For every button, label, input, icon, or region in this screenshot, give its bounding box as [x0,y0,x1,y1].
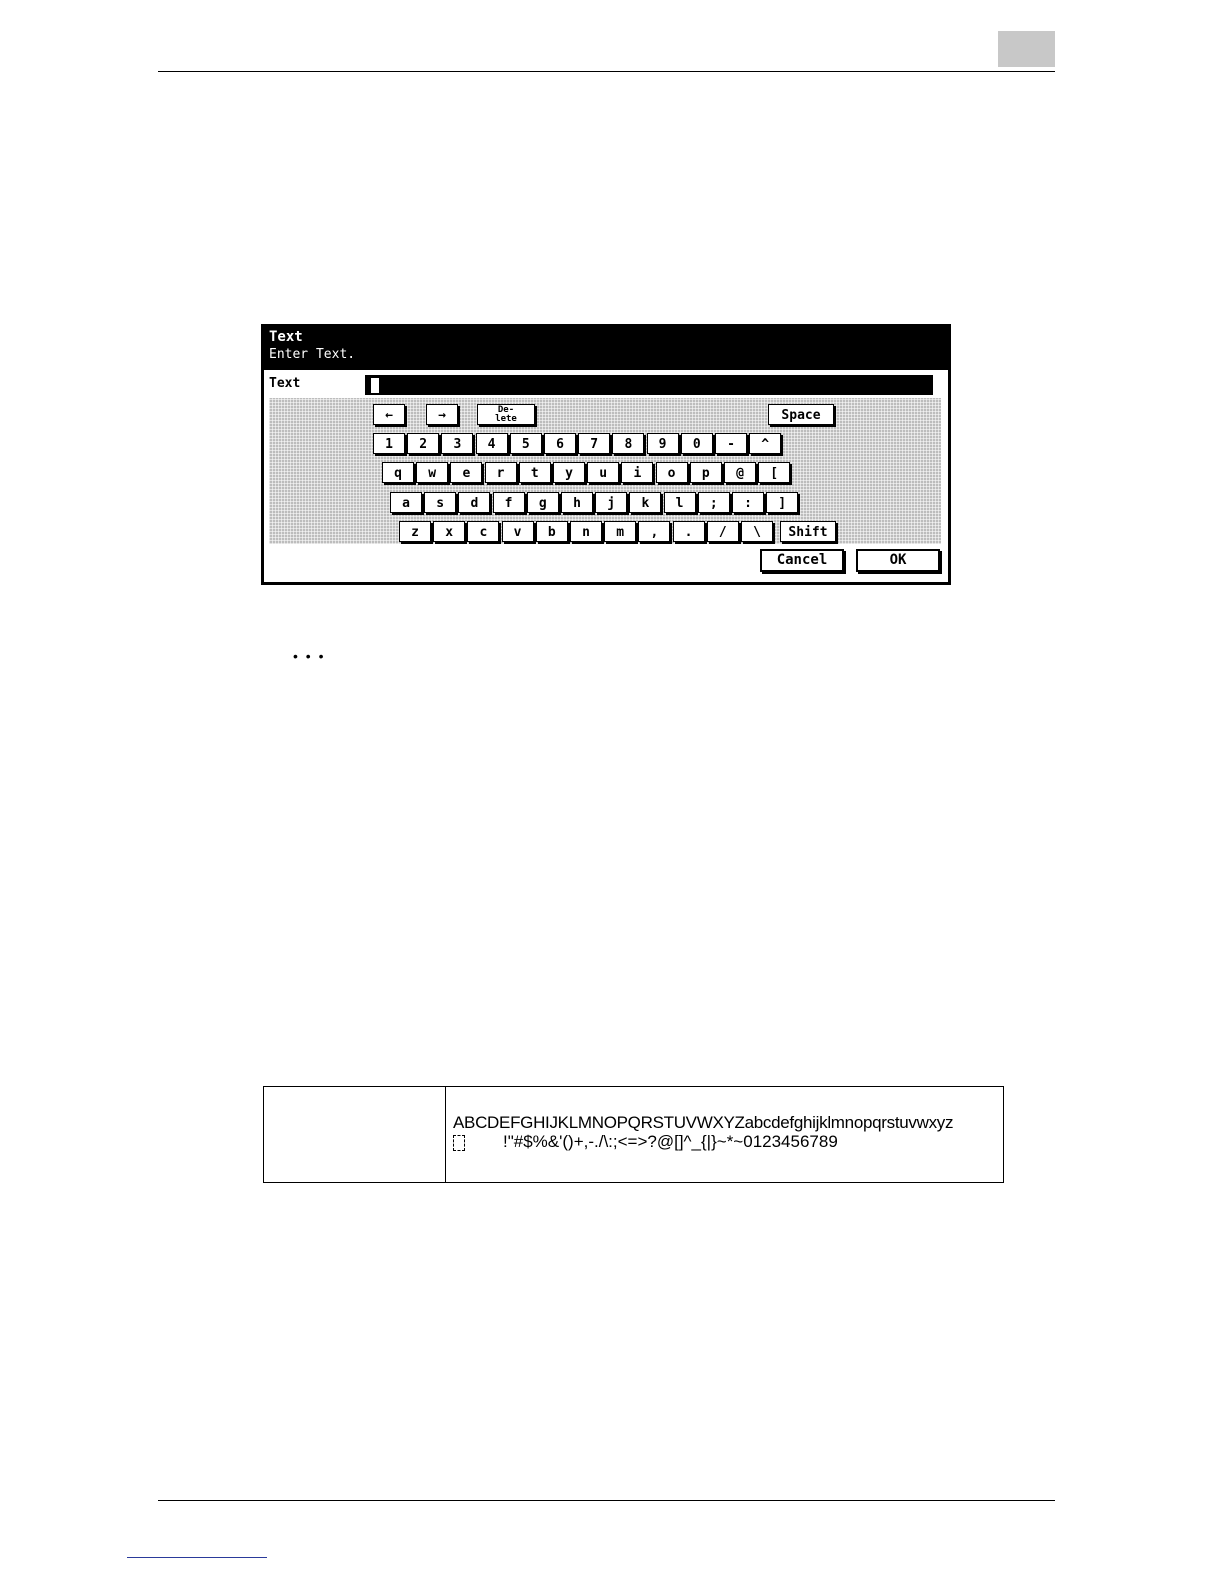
key-a-0[interactable]: a [390,492,422,513]
text-entry-screen [261,324,951,585]
key-q-5[interactable]: y [553,462,585,483]
cancel-button[interactable]: Cancel [760,549,844,572]
key-a-5[interactable]: h [561,492,593,513]
key-numbers-6[interactable]: 7 [578,433,610,454]
key-q-9[interactable]: p [690,462,722,483]
chapter-tab [998,31,1055,67]
key-numbers-11[interactable]: ^ [749,433,781,454]
key-numbers-9[interactable]: 0 [681,433,713,454]
key-a-7[interactable]: k [629,492,661,513]
shift-key[interactable]: Shift [780,521,836,542]
table-divider [445,1087,446,1182]
key-numbers-7[interactable]: 8 [612,433,644,454]
key-q-7[interactable]: i [621,462,653,483]
key-q-8[interactable]: o [656,462,688,483]
key-numbers-8[interactable]: 9 [647,433,679,454]
key-a-9[interactable]: ; [698,492,730,513]
key-q-2[interactable]: e [450,462,482,483]
space-character-box [453,1135,465,1151]
key-numbers-5[interactable]: 6 [544,433,576,454]
key-z-8[interactable]: . [673,521,705,542]
delete-key-line1: De- [497,405,515,415]
key-q-10[interactable]: @ [724,462,756,483]
key-a-3[interactable]: f [493,492,525,513]
key-numbers-4[interactable]: 5 [510,433,542,454]
symbols-text: !"#$%&'()+,-./\:;<=>?@[]^_{|}~*~0123456789 [503,1132,838,1151]
on-screen-keyboard [269,398,941,544]
key-q-4[interactable]: t [519,462,551,483]
key-q-6[interactable]: u [587,462,619,483]
key-z-2[interactable]: c [467,521,499,542]
letters-line: ABCDEFGHIJKLMNOPQRSTUVWXYZabcdefghijklmnopqrstuvwxyz [453,1113,954,1132]
key-z-4[interactable]: b [536,521,568,542]
text-cursor [371,378,379,393]
footer-link-underline [127,1557,267,1558]
key-z-0[interactable]: z [399,521,431,542]
footer-rule [158,1500,1055,1501]
left-arrow-key[interactable]: ← [373,404,405,425]
key-a-11[interactable]: ] [766,492,798,513]
key-z-7[interactable]: , [638,521,670,542]
key-q-1[interactable]: w [416,462,448,483]
key-z-9[interactable]: / [707,521,739,542]
key-numbers-1[interactable]: 2 [407,433,439,454]
symbols-line [453,1132,838,1152]
delete-key-line2: lete [495,414,517,424]
key-numbers-0[interactable]: 1 [373,433,405,454]
key-z-1[interactable]: x [433,521,465,542]
usable-characters-table [263,1086,1004,1183]
header-rule [158,71,1055,72]
key-z-6[interactable]: m [604,521,636,542]
screen-instruction: Enter Text. [269,347,356,362]
text-input[interactable] [365,375,933,395]
continuation-dots: • • • [293,648,326,664]
key-numbers-3[interactable]: 4 [476,433,508,454]
key-a-6[interactable]: j [595,492,627,513]
key-q-3[interactable]: r [485,462,517,483]
ok-button[interactable]: OK [856,549,940,572]
key-z-10[interactable]: \ [741,521,773,542]
delete-key[interactable] [477,404,535,425]
key-numbers-2[interactable]: 3 [441,433,473,454]
key-numbers-10[interactable]: - [715,433,747,454]
key-a-4[interactable]: g [527,492,559,513]
key-z-3[interactable]: v [502,521,534,542]
text-field-label: Text [269,376,301,391]
key-q-0[interactable]: q [382,462,414,483]
screen-title: Text [269,329,303,345]
key-a-10[interactable]: : [732,492,764,513]
key-q-11[interactable]: [ [758,462,790,483]
screen-body [264,370,948,582]
key-a-2[interactable]: d [458,492,490,513]
right-arrow-key[interactable]: → [426,404,458,425]
key-a-1[interactable]: s [424,492,456,513]
space-key[interactable]: Space [768,404,834,425]
key-a-8[interactable]: l [664,492,696,513]
key-z-5[interactable]: n [570,521,602,542]
